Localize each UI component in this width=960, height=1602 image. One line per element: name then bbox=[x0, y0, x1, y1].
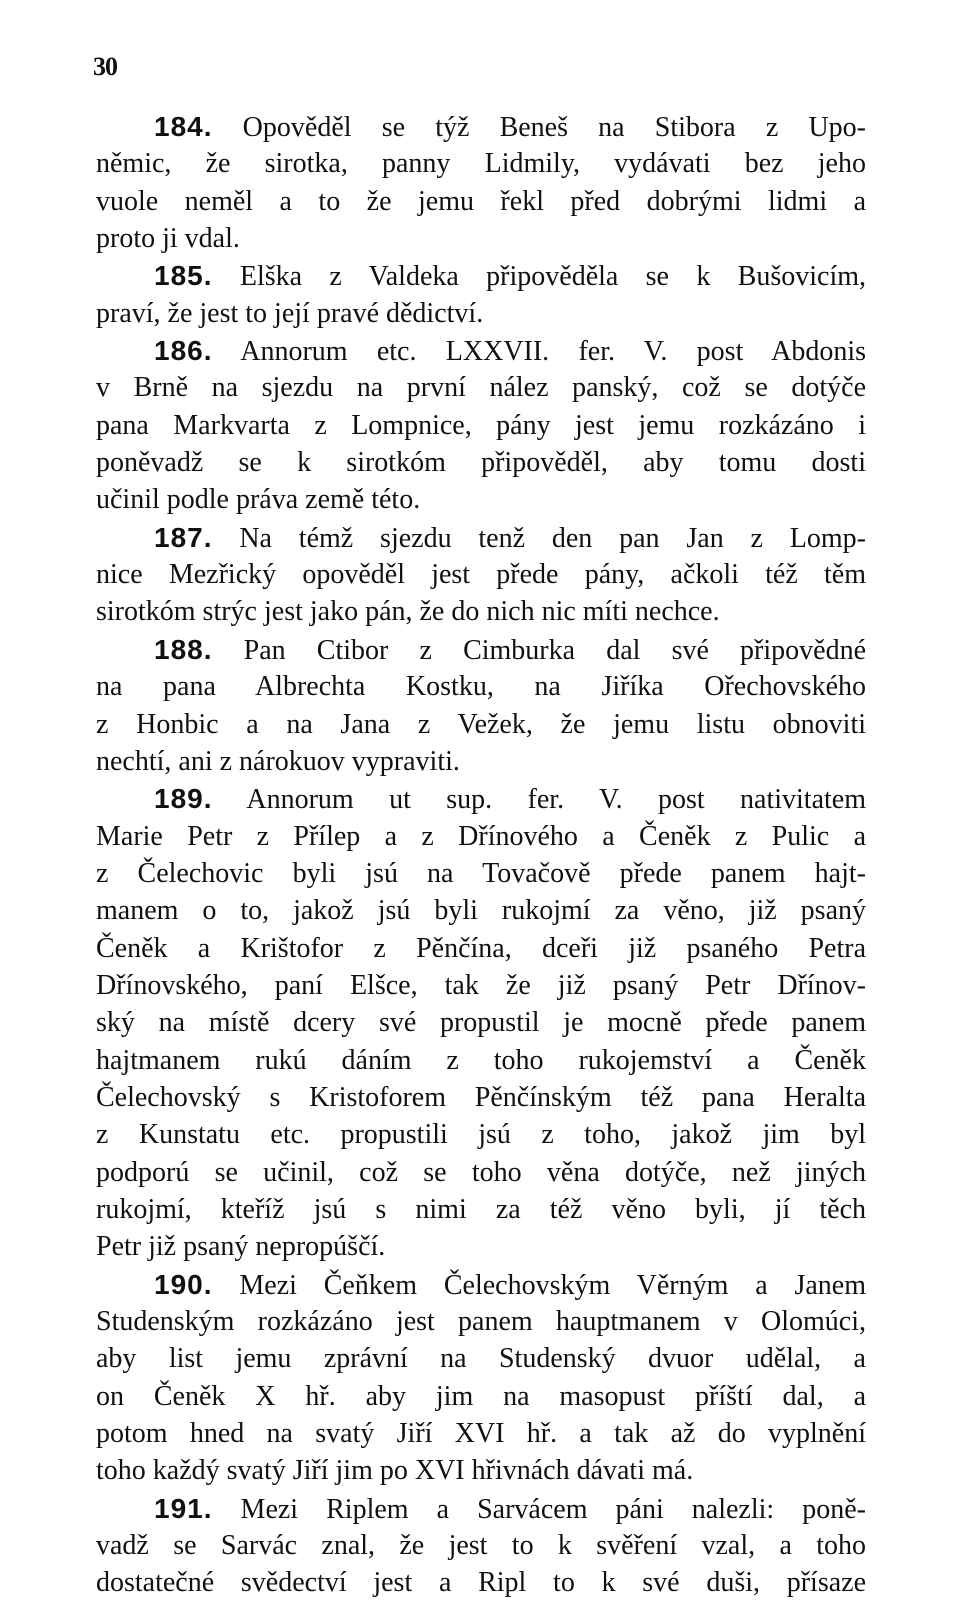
text-line bbox=[96, 706, 866, 743]
text-line bbox=[96, 818, 866, 855]
line-text: hajtmanem rukú dáním z toho rukojemství a Čeněk bbox=[96, 1044, 866, 1076]
line-text: Mezi Čeňkem Čelechovským Věrným a Janem bbox=[212, 1269, 866, 1301]
text-line bbox=[96, 220, 866, 257]
entry-number: 186. bbox=[154, 335, 213, 367]
text-line bbox=[96, 183, 866, 220]
entry-number: 188. bbox=[154, 633, 213, 665]
entry-number: 185. bbox=[154, 260, 213, 292]
text-line bbox=[96, 668, 866, 705]
line-text: Elška z Valdeka připověděla se k Bušovicím, bbox=[212, 261, 866, 293]
entry-number: 184. bbox=[154, 111, 213, 142]
text-line bbox=[96, 407, 866, 444]
entry-number: 187. bbox=[154, 521, 213, 553]
line-text: Marie Petr z Přílep a z Dřínového a Čeněk z Pulic a bbox=[96, 820, 866, 852]
line-text: Čeněk a Krištofor z Pěnčína, dceři již psaného Petra bbox=[96, 932, 866, 964]
text-line bbox=[96, 369, 866, 406]
line-text: toho každý svatý Jiří jim po XVI hřivnách dávati má. bbox=[96, 1455, 694, 1487]
line-text: poněvadž se k sirotkóm připověděl, aby tomu dosti bbox=[96, 447, 866, 479]
line-text: Petr již psaný nepropúščí. bbox=[96, 1231, 386, 1263]
line-text: vuole neměl a to že jemu řekl před dobrými lidmi a bbox=[96, 185, 866, 217]
entry-number: 191. bbox=[154, 1492, 213, 1524]
line-text: potom hned na svatý Jiří XVI hř. a tak až do vyplnění bbox=[96, 1418, 866, 1450]
line-text: nice Mezřický opověděl jest přede pány, ačkoli též těm bbox=[96, 559, 866, 591]
text-line bbox=[96, 1303, 866, 1340]
page-number: 30 bbox=[93, 52, 117, 81]
text-line bbox=[96, 519, 866, 556]
text-line bbox=[96, 855, 866, 892]
text-line bbox=[96, 257, 866, 294]
line-text: Annorum ut sup. fer. V. post nativitatem bbox=[212, 784, 866, 816]
line-text: Studenským rozkázáno jest panem hauptmanem v Olomúci, bbox=[96, 1306, 866, 1337]
body-text bbox=[96, 108, 866, 1602]
text-line bbox=[96, 1004, 866, 1041]
line-text: praví, že jest to její pravé dědictví. bbox=[96, 297, 484, 329]
text-line bbox=[96, 1340, 866, 1377]
line-text: aby list jemu zprávní na Studenský dvuor udělal, a bbox=[96, 1343, 866, 1375]
text-line bbox=[96, 1452, 866, 1489]
line-text: na pana Albrechta Kostku, na Jiříka Ořechovského bbox=[96, 671, 866, 703]
text-line bbox=[96, 1042, 866, 1079]
line-text: nechtí, ani z nárokuov vypraviti. bbox=[96, 745, 460, 777]
text-line bbox=[96, 1564, 866, 1601]
text-line bbox=[96, 930, 866, 967]
text-line bbox=[96, 1527, 866, 1564]
line-text: proto ji vdal. bbox=[96, 223, 240, 255]
text-line bbox=[96, 1490, 866, 1527]
text-line bbox=[96, 108, 866, 145]
line-text: z Kunstatu etc. propustili jsú z toho, jakož jim byl bbox=[96, 1119, 866, 1151]
text-line bbox=[96, 892, 866, 929]
line-text: on Čeněk X hř. aby jim na masopust příští dal, a bbox=[96, 1380, 866, 1412]
entry-number: 189. bbox=[154, 783, 213, 815]
text-line bbox=[96, 1079, 866, 1116]
text-line bbox=[96, 444, 866, 481]
text-line bbox=[96, 1191, 866, 1228]
text-line bbox=[96, 295, 866, 332]
entry-number: 190. bbox=[154, 1268, 213, 1300]
line-text: rukojmí, kteříž jsú s nimi za též věno byli, jí těch bbox=[96, 1193, 866, 1225]
line-text: učinil podle práva země této. bbox=[96, 484, 421, 516]
line-text: Pan Ctibor z Cimburka dal své připovědné bbox=[212, 634, 866, 666]
line-text: sirotkóm strýc jest jako pán, že do nich nic míti nechce. bbox=[96, 596, 720, 628]
text-line bbox=[96, 1116, 866, 1153]
text-line bbox=[96, 1266, 866, 1303]
text-line bbox=[96, 1154, 866, 1191]
text-line bbox=[96, 556, 866, 593]
line-text: vadž se Sarvác znal, že jest to k svěření vzal, a toho bbox=[96, 1530, 866, 1562]
line-text: z Čelechovic byli jsú na Tovačově přede panem hajt- bbox=[96, 857, 866, 889]
line-text: z Honbic a na Jana z Vežek, že jemu listu obnoviti bbox=[96, 708, 866, 740]
text-line bbox=[96, 631, 866, 668]
line-text: Na témž sjezdu tenž den pan Jan z Lomp- bbox=[212, 522, 866, 554]
text-line bbox=[96, 481, 866, 518]
text-line bbox=[96, 780, 866, 817]
line-text: manem o to, jakož jsú byli rukojmí za věno, již psaný bbox=[96, 895, 866, 927]
line-text: Mezi Riplem a Sarvácem páni nalezli: poně- bbox=[212, 1493, 866, 1525]
line-text: ský na místě dcery své propustil je mocně přede panem bbox=[96, 1007, 866, 1039]
text-line bbox=[96, 1378, 866, 1415]
text-line bbox=[96, 145, 866, 182]
line-text: němic, že sirotka, panny Lidmily, vydávati bez jeho bbox=[96, 148, 866, 180]
text-line bbox=[96, 593, 866, 630]
line-text: dostatečné svědectví jest a Ripl to k své duši, přísaze bbox=[96, 1567, 866, 1599]
line-text: Annorum etc. LXXVII. fer. V. post Abdonis bbox=[212, 336, 866, 368]
text-line bbox=[96, 1228, 866, 1265]
line-text: Opověděl se týž Beneš na Stibora z Upo- bbox=[212, 112, 866, 143]
text-line bbox=[96, 1415, 866, 1452]
line-text: Dřínovského, paní Elšce, tak že již psaný Petr Dřínov- bbox=[96, 969, 866, 1001]
text-line bbox=[96, 332, 866, 369]
text-line bbox=[96, 743, 866, 780]
line-text: pana Markvarta z Lompnice, pány jest jemu rozkázáno i bbox=[96, 409, 866, 441]
line-text: podporú se učinil, což se toho věna dotýče, než jiných bbox=[96, 1156, 866, 1188]
line-text: Čelechovský s Kristoforem Pěnčínským též pana Heralta bbox=[96, 1081, 866, 1113]
text-line bbox=[96, 967, 866, 1004]
line-text: v Brně na sjezdu na první nález panský, což se dotýče bbox=[96, 372, 866, 404]
